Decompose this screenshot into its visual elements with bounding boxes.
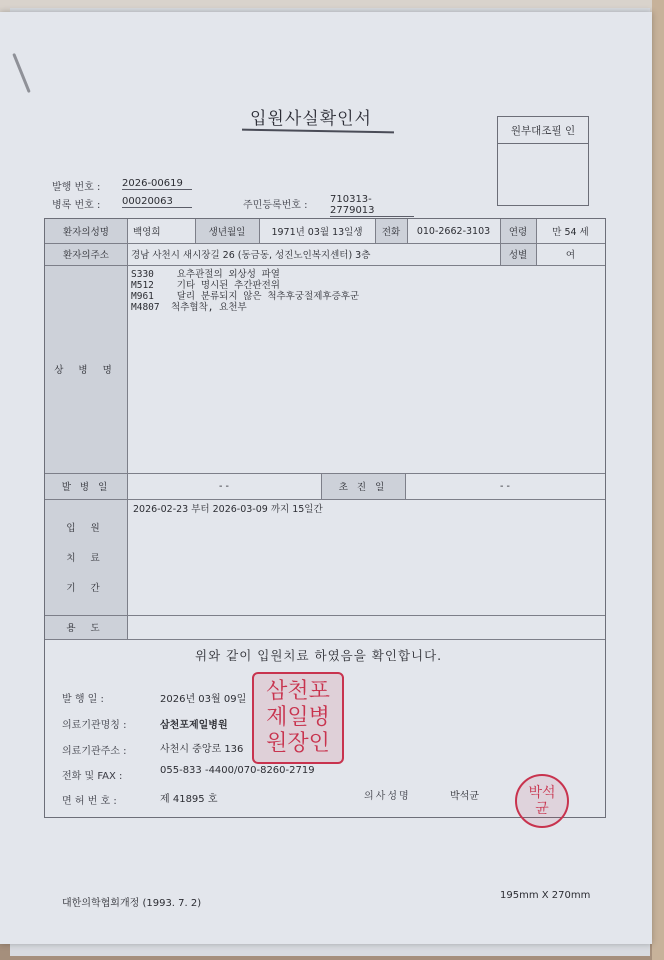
issue-no-value: 2026-00619 <box>122 178 192 190</box>
admission-label <box>45 499 127 615</box>
institution-address-value: 사천시 중앙로 136 <box>160 744 244 755</box>
admission-period: 2026-02-23 부터 2026-03-09 까지 15일간 <box>133 504 323 515</box>
admission-label-line: 입 원 <box>66 523 106 534</box>
diagnosis-label: 상 병 명 <box>54 365 118 376</box>
age-label: 연령 <box>508 227 528 238</box>
purpose-value <box>133 615 593 639</box>
footer-paper-size: 195mm X 270mm <box>500 890 591 901</box>
document-title: 입원사실확인서 <box>250 109 372 129</box>
diagnosis-line: S330 요추관절의 외상성 파열 <box>131 269 280 280</box>
license-label: 면 허 번 호 : <box>62 796 117 807</box>
confirmation-statement: 위와 같이 입원치료 하였음을 확인합니다. <box>195 648 443 663</box>
phone-fax-value: 055-833 -4400/070-8260-2719 <box>160 765 315 776</box>
onset-label: 발 병 일 <box>61 482 111 493</box>
rrn-label: 주민등록번호 : <box>243 200 308 211</box>
diagnosis-line: M4807 척추협착, 요천부 <box>131 302 247 313</box>
diagnosis-line: M961 달리 분류되지 않은 척추후궁절제후증후군 <box>131 291 360 302</box>
rrn-value: 710313-2779013 <box>330 194 414 217</box>
patient-name-label: 환자의성명 <box>63 227 109 238</box>
sex-label: 성별 <box>508 250 528 261</box>
hospital-seal-stamp: 삼천포제일병원장인 <box>252 672 344 764</box>
first-visit-value: - - <box>500 480 510 492</box>
seal-box-label: 원부대조필 인 <box>498 117 588 144</box>
desk-edge <box>652 0 664 960</box>
title-underline <box>242 129 394 134</box>
birth-value: 1971년 03월 13일생 <box>271 227 363 238</box>
issue-no-label: 발행 번호 : <box>52 182 101 193</box>
phone-label: 전화 <box>381 227 401 238</box>
certificate-paper <box>0 12 652 944</box>
address-label: 환자의주소 <box>63 250 109 261</box>
sex-value: 여 <box>565 250 576 261</box>
doctor-seal-stamp: 박석균 <box>515 774 569 828</box>
institution-label: 의료기관명칭 : <box>62 720 127 731</box>
first-visit-label: 초 진 일 <box>338 482 388 493</box>
doctor-name: 박석균 <box>450 791 479 802</box>
institution-address-label: 의료기관주소 : <box>62 746 127 757</box>
diagnosis-line: M512 기타 명시된 추간판전위 <box>131 280 280 291</box>
admission-label-line: 기 간 <box>66 583 106 594</box>
purpose-label: 용 도 <box>66 623 106 634</box>
patient-name: 백영희 <box>133 227 161 238</box>
age-value: 만 54 세 <box>552 227 589 238</box>
address-value: 경남 사천시 새시장길 26 (동금동, 성진노인복지센터) 3층 <box>131 250 371 261</box>
phone-value: 010-2662-3103 <box>416 225 491 237</box>
admission-label-line: 치 료 <box>66 553 106 564</box>
record-no-value: 00020063 <box>122 196 192 208</box>
footer-revision-note: 대한의학협회개정 (1993. 7. 2) <box>62 898 202 909</box>
diagnosis-list <box>131 269 359 313</box>
license-value: 제 41895 호 <box>160 794 218 805</box>
birth-label: 생년월일 <box>208 227 246 238</box>
record-no-label: 병록 번호 : <box>52 200 101 211</box>
doctor-label: 의사성명 <box>364 791 411 802</box>
paperclip-mark <box>12 53 31 93</box>
verification-seal-box <box>497 116 589 206</box>
phone-fax-label: 전화 및 FAX : <box>62 771 123 782</box>
issue-date-label: 발 행 일 : <box>62 694 104 705</box>
issue-date-value: 2026년 03월 09일 <box>160 694 247 705</box>
onset-value: - - <box>219 480 229 492</box>
institution-value: 삼천포제일병원 <box>160 720 228 731</box>
